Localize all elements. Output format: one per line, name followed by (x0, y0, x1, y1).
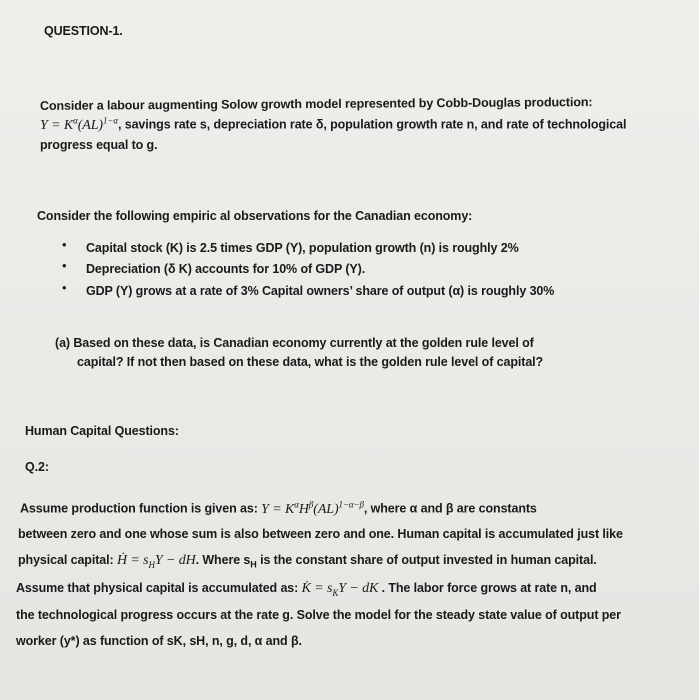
intro-line-1: Consider a labour augmenting Solow growth model represented by Cobb-Douglas production: (39, 95, 593, 113)
physical-capital-accumulation-formula: K̇ = $s_KY$ − dK (301, 581, 379, 598)
hc-line-3: physical capital: Ḣ = $s_HY$ − dH. Where $s_H$ is the constant share of output invested in human capital. (18, 553, 597, 570)
bullet-item: Depreciation (δ K) accounts for 10% of GDP (Y). (86, 262, 366, 276)
hc-line-4: Assume that physical capital is accumulated as: K̇ = $s_KY$ − dK . The labor force grows at rate n, and (16, 581, 597, 598)
hc-line-2: between zero and one whose sum is also between zero and one. Human capital is accumulated just like (18, 527, 623, 541)
hc-line-6: worker (y*) as function of sK, sH, n, g, d, α and β. (16, 634, 302, 648)
bullet-dot: • (62, 258, 67, 273)
hc-line-1: Assume production function is given as: $Y = K^\alpha H^\beta(AL)^{1-\alpha-\beta}$, where α and β are constants (20, 499, 537, 517)
part-a-line-1: (a) Based on these data, is Canadian economy currently at the golden rule level of (55, 336, 534, 350)
intro-line-2: $Y = K^\alpha(AL)^{1-\alpha}$, savings rate s, depreciation rate δ, population growth rate n, and rate of technological (40, 115, 627, 133)
bullet-dot: • (62, 280, 67, 295)
hc-line-5: the technological progress occurs at the rate g. Solve the model for the steady state value of output per (16, 608, 621, 622)
hc-production-formula: $Y = K^\alpha H^\beta(AL)^{1-\alpha-\beta}$ (261, 499, 364, 517)
q2-label: Q.2: (25, 460, 49, 474)
intro-line-3: progress equal to g. (40, 138, 158, 152)
part-a-line-2: capital? If not then based on these data, what is the golden rule level of capital? (77, 355, 544, 369)
bullet-item: Capital stock (K) is 2.5 times GDP (Y), population growth (n) is roughly 2% (86, 241, 519, 255)
bullet-item: GDP (Y) grows at a rate of 3% Capital owners’ share of output (α) is roughly 30% (86, 284, 555, 298)
question-1-heading: QUESTION-1. (44, 24, 123, 38)
human-capital-accumulation-formula: Ḣ = $s_HY$ − dH (116, 553, 196, 570)
observations-intro: Consider the following empiric al observations for the Canadian economy: (37, 209, 473, 223)
human-capital-heading: Human Capital Questions: (25, 424, 179, 438)
production-formula: $Y = K^\alpha(AL)^{1-\alpha}$ (40, 115, 118, 133)
bullet-dot: • (62, 237, 67, 252)
